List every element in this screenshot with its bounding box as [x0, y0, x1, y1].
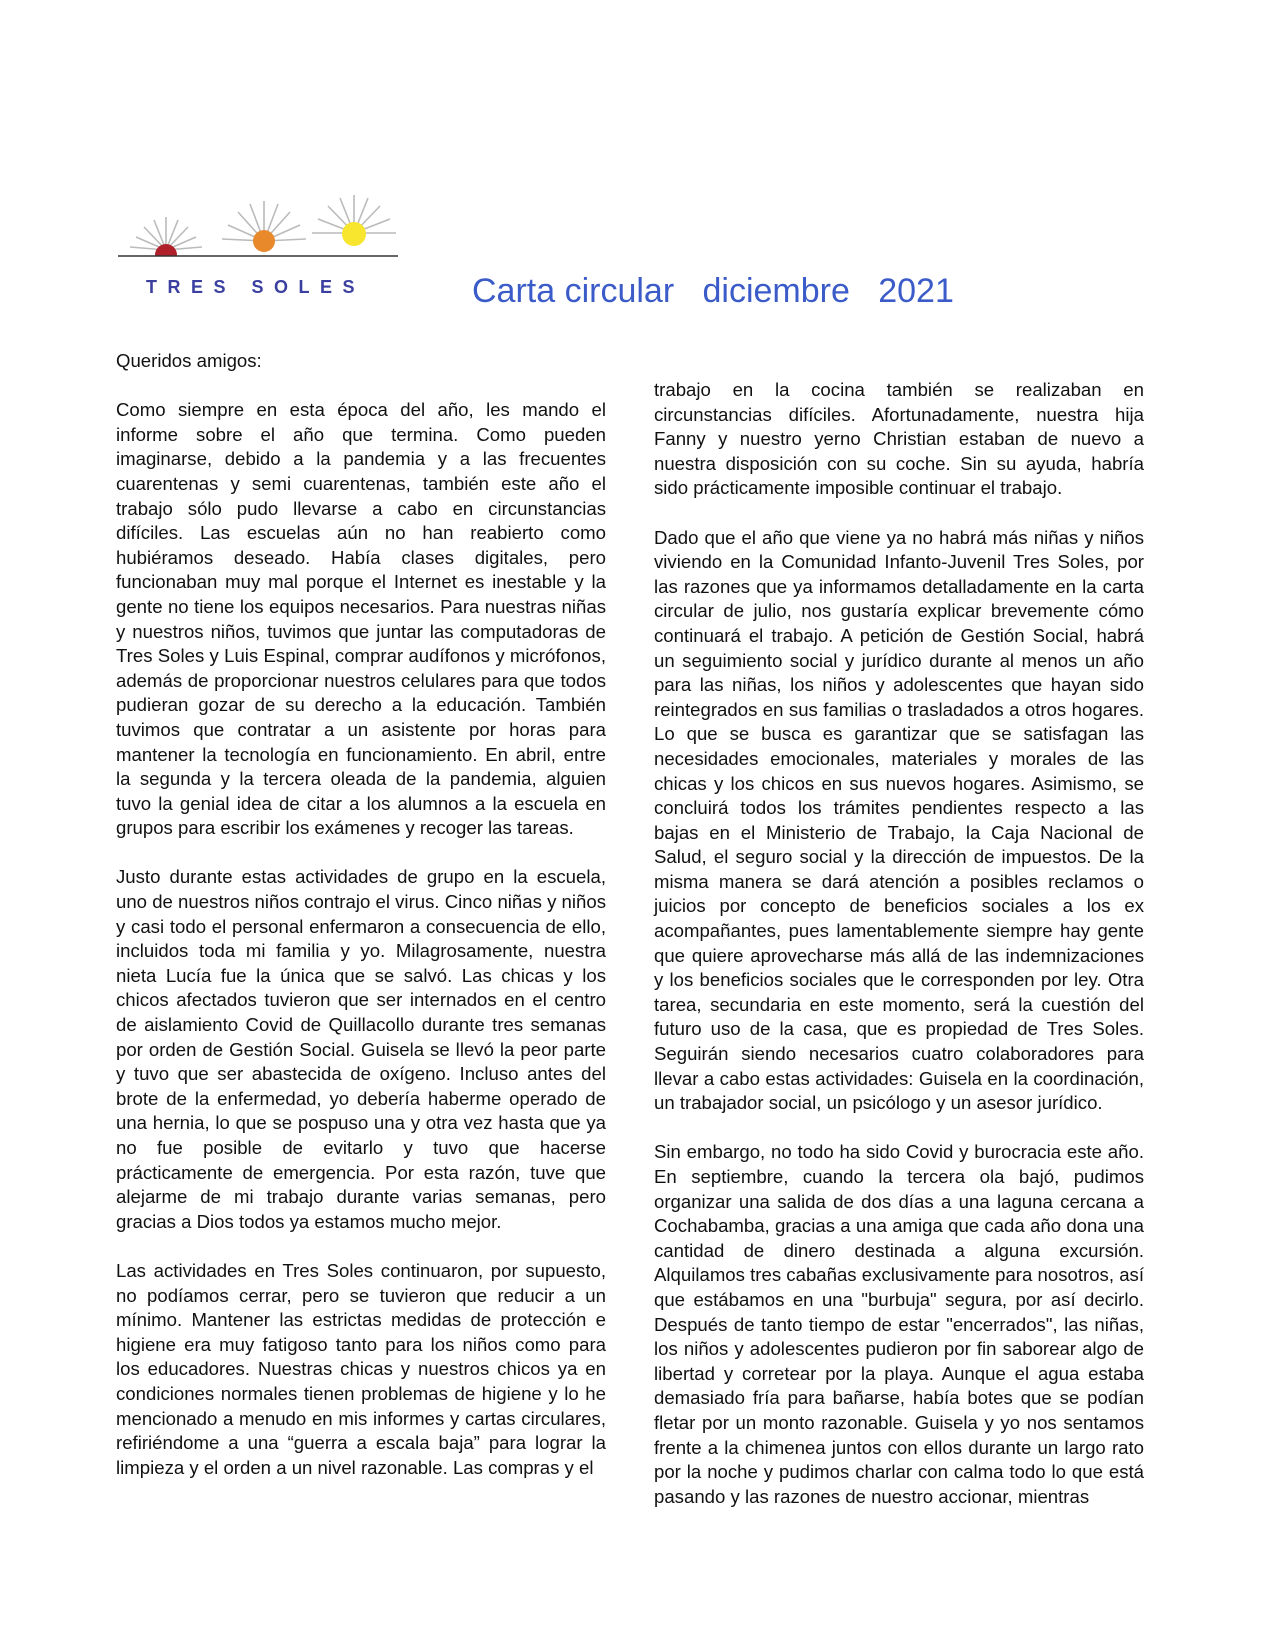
logo-text: TRES SOLES: [146, 277, 366, 297]
paragraph: Dado que el año que viene ya no habrá más niñas y niños viviendo en la Comunidad Infanto-Juvenil Tres Soles, por las razones que ya informamos detalladamente en la carta circular de julio, nos gustaría explicar brevemente cómo continuará el trabajo. A petición de Gestión Social, habrá un seguimiento social y jurídico durante al menos un año para las niñas, los niños y adolescentes que hayan sido reintegrados en sus familias o trasladados a otros hogares. Lo que se busca es garantizar que se satisfagan las necesidades emocionales, materiales y morales de las chicas y los chicos en sus nuevos hogares. Asimismo, se concluirá todos los trámites pendientes respecto a las bajas en el Ministerio de Trabajo, la Caja Nacional de Salud, el seguro social y la dirección de impuestos. De la misma manera se dará atención a posibles reclamos o juicios por concepto de beneficios sociales a los ex acompañantes, pues lamentablemente siempre hay gente que quiere aprovecharse más allá de las indemnizaciones y los beneficios sociales que le corresponden por ley. Otra tarea, secundaria en este momento, será la cuestión del futuro uso de la casa, que es propiedad de Tres Soles. Seguirán siendo necesarios cuatro colaboradores para llevar a cabo estas actividades: Guisela en la coordinación, un trabajador social, un psicólogo y un asesor jurídico.: [654, 526, 1144, 1114]
paragraph: Las actividades en Tres Soles continuaron, por supuesto, no podíamos cerrar, pero se tuvieron que reducir a un mínimo. Mantener las estrictas medidas de protección e higiene era muy fatigoso tanto para los niños como para los educadores. Nuestras chicas y nuestros chicos ya en condiciones normales tienen problemas de higiene y lo he mencionado a menudo en mis informes y cartas circulares, refiriéndome a una “guerra a escala baja” para lograr la limpieza y el orden a un nivel razonable. Las compras y el: [116, 1259, 606, 1478]
right-column: [654, 378, 1144, 1509]
three-suns-logo-icon: [118, 195, 418, 275]
page-title: Carta circular diciembre 2021: [472, 272, 954, 310]
paragraph: Sin embargo, no todo ha sido Covid y burocracia este año. En septiembre, cuando la tercera ola bajó, pudimos organizar una salida de dos días a una laguna cercana a Cochabamba, gracias a una amiga que cada año dona una cantidad de dinero destinada a alguna excursión. Alquilamos tres cabañas exclusivamente para nosotros, así que estábamos en una "burbuja" segura, por así decirlo. Después de tanto tiempo de estar "encerrados", las niñas, los niños y adolescentes pudieron por fin saborear algo de libertad y corretear por la playa. Aunque el agua estaba demasiado fría para bañarse, había botes que se podían fletar por un monto razonable. Guisela y yo nos sentamos frente a la chimenea juntos con ellos durante un largo rato por la noche y pudimos charlar con calma todo lo que está pasando y las razones de nuestro accionar, mientras: [654, 1141, 1144, 1507]
left-column: [116, 349, 606, 1480]
paragraph: Como siempre en esta época del año, les mando el informe sobre el año que termina. Como pueden imaginarse, debido a la pandemia y a las frecuentes cuarentenas y semi cuarentenas, también este año el trabajo sólo pudo llevarse a cabo en circunstancias difíciles. Las escuelas aún no han reabierto como hubiéramos deseado. Había clases digitales, pero funcionaban muy mal porque el Internet es inestable y la gente no tiene los equipos necesarios. Para nuestras niñas y nuestros niños, tuvimos que juntar las computadoras de Tres Soles y Luis Espinal, comprar audífonos y micrófonos, además de proporcionar nuestros celulares para que todos pudieran gozar de su derecho a la educación. También tuvimos que contratar a un asistente por horas para mantener la tecnología en funcionamiento. En abril, entre la segunda y la tercera oleada de la pandemia, alguien tuvo la genial idea de citar a los alumnos a la escuela en grupos para escribir los exámenes y recoger las tareas.: [116, 399, 606, 839]
paragraph: Justo durante estas actividades de grupo en la escuela, uno de nuestros niños contrajo el virus. Cinco niñas y niños y casi todo el personal enfermaron a consecuencia de ello, incluidos toda mi familia y yo. Milagrosamente, nuestra nieta Lucía fue la única que se salvó. Las chicas y los chicos afectados tuvieron que ser internados en el centro de aislamiento Covid de Quillacollo durante tres semanas por orden de Gestión Social. Guisela se llevó la peor parte y tuvo que ser abastecida de oxígeno. Incluso antes del brote de la enfermedad, yo debería haberme operado de una hernia, lo que se pospuso una y otra vez hasta que ya no fue posible de evitarlo y tuvo que hacerse prácticamente de emergencia. Por esta razón, tuve que alejarme de mi trabajo durante varias semanas, pero gracias a Dios todos ya estamos mucho mejor.: [116, 866, 606, 1232]
greeting: Queridos amigos:: [116, 350, 262, 371]
tres-soles-logo: [118, 195, 418, 310]
paragraph: trabajo en la cocina también se realizaban en circunstancias difíciles. Afortunadamente, nuestra hija Fanny y nuestro yerno Christian estaban de nuevo a nuestra disposición con su coche. Sin su ayuda, habría sido prácticamente imposible continuar el trabajo.: [654, 379, 1144, 499]
